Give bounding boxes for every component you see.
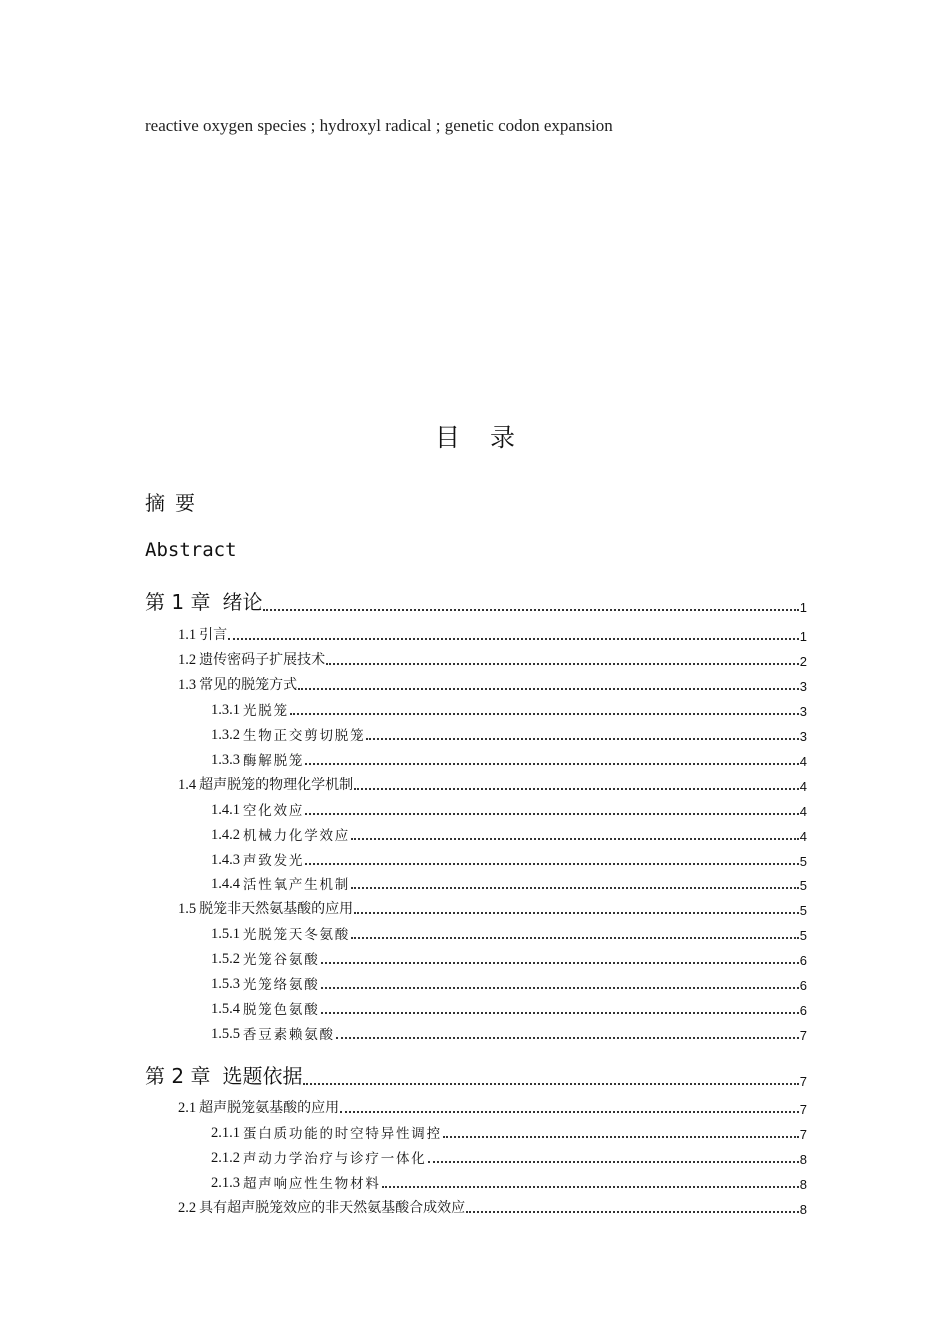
toc-entry-page-number: 5: [799, 854, 807, 869]
toc-entry-page-number: 4: [799, 804, 807, 819]
toc-entry-label: 活性氧产生机制: [243, 877, 351, 893]
toc-entry-number: 1.4.1: [211, 802, 240, 818]
toc-leader-dots: [340, 1111, 799, 1113]
toc-leader-dots: [228, 638, 799, 640]
toc-entry-summary-zh[interactable]: 摘要: [145, 491, 205, 515]
toc-entry-label: 机械力化学效应: [243, 828, 351, 844]
toc-leader-dots: [428, 1161, 799, 1163]
toc-entry-label: 常见的脱笼方式: [199, 677, 298, 693]
toc-entry-page-number: 4: [799, 829, 807, 844]
toc-entry-label: 选题依据: [222, 1064, 303, 1088]
toc-entry-label: 空化效应: [243, 803, 305, 819]
toc-entry-page-number: 3: [799, 679, 807, 694]
toc-entry-page-number: 5: [799, 928, 807, 943]
toc-entry[interactable]: [211, 749, 807, 769]
toc-entry-number: 2.1.1: [211, 1125, 240, 1141]
toc-leader-dots: [298, 688, 799, 690]
toc-entry-number: 1.1: [178, 627, 197, 643]
toc-entry-label: 绪论: [222, 590, 263, 614]
toc-leader-dots: [326, 663, 799, 665]
toc-entry-number: 1.5.5: [211, 1026, 240, 1042]
toc-entry-page-number: 3: [799, 704, 807, 719]
toc-leader-dots: [354, 788, 799, 790]
toc-entry-number: 1.4.3: [211, 852, 240, 868]
toc-leader-dots: [351, 937, 799, 939]
toc-entry-label: 遗传密码子扩展技术: [199, 652, 326, 668]
toc-entry[interactable]: [145, 586, 807, 615]
toc-entry[interactable]: [178, 674, 807, 694]
toc-entry[interactable]: [211, 1172, 807, 1192]
toc-leader-dots: [305, 763, 799, 765]
toc-entry[interactable]: [211, 1023, 807, 1043]
toc-entry[interactable]: [178, 624, 807, 644]
toc-entry-page-number: 5: [799, 878, 807, 893]
toc-entry[interactable]: [211, 1147, 807, 1167]
toc-leader-dots: [290, 713, 799, 715]
toc-entry-page-number: 8: [799, 1202, 807, 1217]
toc-entry-label: 声动力学治疗与诊疗一体化: [243, 1151, 427, 1167]
toc-entry-page-number: 8: [799, 1177, 807, 1192]
toc-entry[interactable]: [211, 849, 807, 869]
toc-entry-label: 生物正交剪切脱笼: [243, 728, 366, 744]
toc-entry-number: 1.3.2: [211, 727, 240, 743]
toc-leader-dots: [321, 962, 799, 964]
toc-entry-label: 声致发光: [243, 853, 305, 869]
toc-title: 目录: [434, 423, 545, 452]
toc-entry[interactable]: [178, 649, 807, 669]
toc-entry-page-number: 6: [799, 978, 807, 993]
toc-leader-dots: [443, 1136, 799, 1138]
toc-entry-label: 香豆素赖氨酸: [243, 1027, 335, 1043]
toc-entry[interactable]: [178, 1097, 807, 1117]
toc-leader-dots: [366, 738, 798, 740]
toc-entry[interactable]: [211, 873, 807, 893]
toc-entry-label: 超声脱笼氨基酸的应用: [199, 1100, 340, 1116]
toc-entry[interactable]: [211, 923, 807, 943]
toc-entry-number: 1.5.1: [211, 926, 240, 942]
toc-entry-number: 2.1: [178, 1100, 197, 1116]
toc-entry-number: 第 2 章: [145, 1064, 211, 1088]
toc-entry-number: 2.1.2: [211, 1150, 240, 1166]
toc-leader-dots: [351, 887, 799, 889]
toc-entry-page-number: 7: [799, 1028, 807, 1043]
toc-entry[interactable]: [211, 973, 807, 993]
toc-entry-number: 1.3.1: [211, 702, 240, 718]
toc-entry-number: 1.5.2: [211, 951, 240, 967]
toc-entry-label: 光笼络氨酸: [243, 977, 320, 993]
toc-entry-number: 1.5.4: [211, 1001, 240, 1017]
toc-leader-dots: [351, 838, 799, 840]
toc-entry[interactable]: [178, 774, 807, 794]
toc-entry-page-number: 4: [799, 754, 807, 769]
toc-entry[interactable]: [211, 724, 807, 744]
toc-entry[interactable]: [211, 699, 807, 719]
toc-entry-page-number: 3: [799, 729, 807, 744]
toc-entry-label: 光脱笼天冬氨酸: [243, 927, 351, 943]
toc-entry-page-number: 7: [799, 1074, 807, 1089]
toc-entry-number: 1.3.3: [211, 752, 240, 768]
toc-entry-label: 脱笼非天然氨基酸的应用: [199, 901, 354, 917]
toc-entry[interactable]: [211, 799, 807, 819]
toc-entry-label: 蛋白质功能的时空特异性调控: [243, 1126, 442, 1142]
toc-entry-label: 光笼谷氨酸: [243, 952, 320, 968]
toc-entry-label: 引言: [199, 627, 228, 643]
toc-leader-dots: [321, 1012, 799, 1014]
toc-entry-page-number: 8: [799, 1152, 807, 1167]
keywords-line: reactive oxygen species ; hydroxyl radical ; genetic codon expansion: [145, 116, 613, 135]
toc-entry-number: 1.2: [178, 652, 197, 668]
toc-entry-page-number: 6: [799, 1003, 807, 1018]
toc-leader-dots: [305, 813, 799, 815]
toc-leader-dots: [321, 987, 799, 989]
toc-entry-page-number: 5: [799, 903, 807, 918]
toc-leader-dots: [382, 1186, 799, 1188]
toc-leader-dots: [303, 1083, 798, 1085]
toc-entry-page-number: 1: [799, 629, 807, 644]
toc-entry[interactable]: [211, 948, 807, 968]
toc-leader-dots: [336, 1037, 799, 1039]
toc-entry-label: 酶解脱笼: [243, 753, 305, 769]
toc-leader-dots: [305, 863, 799, 865]
toc-entry-page-number: 1: [799, 600, 807, 615]
toc-entry[interactable]: [178, 898, 807, 918]
toc-entry-number: 1.5: [178, 901, 197, 917]
toc-entry[interactable]: [211, 824, 807, 844]
toc-entry-number: 1.4.4: [211, 876, 240, 892]
toc-entry-label: 光脱笼: [243, 703, 289, 719]
toc-entry-label: 脱笼色氨酸: [243, 1002, 320, 1018]
toc-entry-number: 1.4.2: [211, 827, 240, 843]
toc-entry-page-number: 2: [799, 654, 807, 669]
toc-entry-page-number: 7: [799, 1127, 807, 1142]
toc-entry-page-number: 6: [799, 953, 807, 968]
toc-leader-dots: [354, 912, 799, 914]
toc-entry[interactable]: [211, 1122, 807, 1142]
toc-entry-number: 2.2: [178, 1200, 197, 1216]
toc-entry-number: 1.5.3: [211, 976, 240, 992]
toc-entry-number: 1.4: [178, 777, 197, 793]
toc-entry[interactable]: [178, 1197, 807, 1217]
toc-entry-label: 具有超声脱笼效应的非天然氨基酸合成效应: [199, 1200, 466, 1216]
toc-entry-label: 超声响应性生物材料: [243, 1176, 381, 1192]
toc-entry-summary-en[interactable]: Abstract: [145, 539, 237, 561]
toc-entry[interactable]: [145, 1060, 807, 1089]
toc-entry-label: 超声脱笼的物理化学机制: [199, 777, 354, 793]
toc-entry-number: 第 1 章: [145, 590, 211, 614]
toc-entry-number: 2.1.3: [211, 1175, 240, 1191]
toc-leader-dots: [466, 1211, 799, 1213]
toc-entry-page-number: 7: [799, 1102, 807, 1117]
toc-entry-page-number: 4: [799, 779, 807, 794]
toc-leader-dots: [263, 609, 798, 611]
toc-entry[interactable]: [211, 998, 807, 1018]
toc-entry-number: 1.3: [178, 677, 197, 693]
